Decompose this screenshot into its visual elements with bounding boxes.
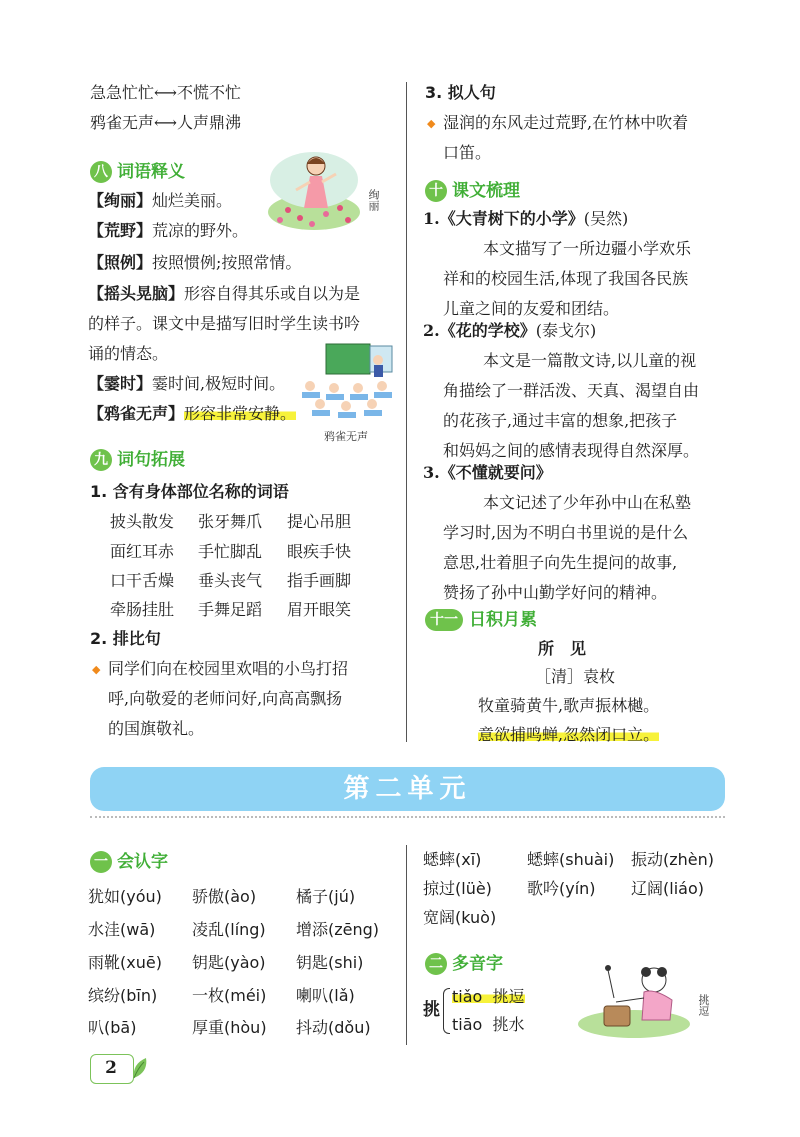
text-item-title: 2.《花的学校》	[423, 321, 536, 340]
idiom: 垂头丧气	[198, 571, 263, 590]
pic2-caption: 鸦雀无声	[324, 430, 368, 443]
char-item: 水洼(wā)	[88, 920, 156, 939]
idiom-row-3	[110, 566, 351, 596]
text-item-3-line-3: 意思,壮着胆子向先生提问的故事,	[443, 553, 678, 572]
text-item-title: 1.《大青树下的小学》	[423, 209, 584, 228]
char-item: 雨靴(xuē)	[88, 953, 162, 972]
def-text-highlighted: 形容非常安静。	[184, 404, 297, 423]
idiom: 披头散发	[110, 512, 175, 531]
child-cricket-illustration	[574, 958, 692, 1040]
girl-flowers-illustration	[266, 150, 362, 232]
reading-word: 挑水	[492, 1015, 525, 1034]
text-item-2-line-3: 的花孩子,通过丰富的想象,把孩子	[443, 411, 678, 430]
char-item: 犹如(yóu)	[88, 887, 162, 906]
text-item-1-line-2: 祥和的校园生活,体现了我国各民族	[443, 269, 689, 288]
leaf-icon	[130, 1054, 152, 1080]
text-item-author: (泰戈尔)	[535, 321, 597, 340]
section-1-title: 会认字	[117, 852, 168, 872]
char-row-3	[88, 948, 363, 978]
unit-title: 第二单元	[343, 774, 472, 804]
idiom: 眉开眼笑	[287, 600, 352, 619]
def-entry-4-cont-1: 的样子。课文中是描写旧时学生读书吟	[88, 314, 361, 333]
idiom: 口干舌燥	[110, 571, 175, 590]
personification-line-2: 口笛。	[443, 143, 492, 162]
def-entry-4-cont-2: 诵的情态。	[88, 344, 169, 363]
section-10-title: 课文梳理	[452, 181, 520, 201]
def-text: 按照惯例;按照常情。	[152, 253, 302, 272]
char-item: 缤纷(bīn)	[88, 986, 158, 1005]
polyphone-reading-1	[452, 982, 525, 1012]
char-item: 凌乱(líng)	[192, 920, 266, 939]
poem-author: ［清］袁枚	[535, 667, 616, 686]
idiom: 牵肠挂肚	[110, 600, 175, 619]
polyphone-brace	[443, 988, 450, 1034]
def-text: 形容自得其乐或自以为是	[184, 284, 361, 303]
def-entry-5	[88, 369, 285, 399]
section-11-badge: 十一	[425, 609, 463, 631]
idiom: 手忙脚乱	[198, 542, 263, 561]
reading-word: 挑逗	[492, 987, 525, 1006]
dotted-divider	[90, 816, 725, 818]
char-item: 抖动(dǒu)	[296, 1018, 371, 1037]
diamond-bullet-icon: ◆	[427, 117, 436, 130]
char-item: 蟋蟀(xī)	[423, 850, 482, 869]
parallel-sentence-line-1: 同学们向在校园里欢唱的小鸟打招	[108, 659, 349, 678]
pic1-caption: 绚丽	[367, 189, 380, 211]
idiom: 张牙舞爪	[198, 512, 263, 531]
polyphone-reading-1-highlighted	[452, 987, 525, 1006]
sub-heading-1: 1. 含有身体部位名称的词语	[90, 482, 289, 501]
char-row-right-2	[423, 874, 704, 904]
char-item: 钥匙(shi)	[296, 953, 364, 972]
char-item: 掠过(lüè)	[423, 879, 492, 898]
char-item: 歌吟(yín)	[527, 879, 596, 898]
def-entry-6	[88, 399, 296, 429]
char-row-5	[88, 1013, 371, 1043]
poem-line-2-highlighted: 意欲捕鸣蝉,忽然闭口立。	[478, 725, 660, 744]
idiom: 手舞足蹈	[198, 600, 263, 619]
char-item: 骄傲(ào)	[192, 887, 257, 906]
char-row-right-3	[423, 903, 496, 933]
idiom: 面红耳赤	[110, 542, 175, 561]
text-item-title: 3.《不懂就要问》	[423, 463, 552, 482]
diamond-bullet-icon: ◆	[92, 663, 101, 676]
text-item-1-line-3: 儿童之间的友爱和团结。	[443, 299, 620, 318]
reading-pinyin: tiǎo	[452, 987, 483, 1006]
def-text: 灿烂美丽。	[152, 191, 233, 210]
classroom-illustration	[298, 342, 396, 426]
char-row-1	[88, 882, 355, 912]
section-8-badge: 八	[90, 161, 112, 183]
antonym-1: 急急忙忙⟷不慌不忙	[90, 83, 241, 102]
section-9-title: 词句拓展	[117, 450, 185, 470]
unit-banner	[90, 767, 725, 811]
text-item-3-line-2: 学习时,因为不明白书里说的是什么	[443, 523, 689, 542]
parallel-sentence-line-3: 的国旗敬礼。	[108, 719, 205, 738]
text-item-3-line-1: 本文记述了少年孙中山在私塾	[483, 493, 692, 512]
reading-pinyin: tiāo	[452, 1015, 483, 1034]
char-row-right-1	[423, 845, 714, 875]
text-item-2-line-2: 角描绘了一群活泼、天真、渴望自由	[443, 381, 700, 400]
section-10-badge: 十	[425, 180, 447, 202]
section-9-badge: 九	[90, 449, 112, 471]
page-number: 2	[105, 1058, 117, 1078]
def-entry-2	[88, 216, 248, 246]
char-item: 一枚(méi)	[192, 986, 267, 1005]
text-item-author: (吴然)	[583, 209, 629, 228]
def-text: 霎时间,极短时间。	[152, 374, 286, 393]
char-item: 蟋蟀(shuài)	[527, 850, 615, 869]
char-item: 辽阔(liáo)	[631, 879, 704, 898]
def-term: 【荒野】	[88, 221, 153, 240]
poem-title: 所 见	[538, 639, 587, 658]
text-item-2-line-4: 和妈妈之间的感情表现得自然深厚。	[443, 441, 700, 460]
polyphone-char: 挑	[423, 1000, 440, 1020]
text-item-1-heading	[423, 204, 628, 234]
char-item: 橘子(jú)	[296, 887, 356, 906]
def-entry-4	[88, 279, 360, 309]
poem-line-1: 牧童骑黄牛,歌声振林樾。	[478, 696, 660, 715]
def-term: 【摇头晃脑】	[88, 284, 185, 303]
personification-line-1: 湿润的东风走过荒野,在竹林中吹着	[443, 113, 689, 132]
text-item-2-heading	[423, 316, 596, 346]
antonym-2: 鸦雀无声⟷人声鼎沸	[90, 113, 241, 132]
def-term: 【霎时】	[88, 374, 153, 393]
idiom: 提心吊胆	[287, 512, 352, 531]
text-item-3-line-4: 赞扬了孙中山勤学好问的精神。	[443, 583, 668, 602]
column-divider-top	[406, 82, 407, 742]
def-term: 【绚丽】	[88, 191, 153, 210]
def-entry-1	[88, 186, 232, 216]
section-2-badge: 二	[425, 953, 447, 975]
char-item: 叭(bā)	[88, 1018, 137, 1037]
section-1-badge: 一	[90, 851, 112, 873]
idiom: 眼疾手快	[287, 542, 352, 561]
section-2-title: 多音字	[452, 954, 503, 974]
idiom-row-2	[110, 537, 351, 567]
char-item: 喇叭(lǎ)	[296, 986, 355, 1005]
text-item-2-line-1: 本文是一篇散文诗,以儿童的视	[483, 351, 697, 370]
parallel-sentence-line-2: 呼,向敬爱的老师问好,向高高飘扬	[108, 689, 343, 708]
char-item: 厚重(hòu)	[192, 1018, 267, 1037]
char-row-4	[88, 981, 355, 1011]
section-8-title: 词语释义	[117, 162, 185, 182]
char-item: 振动(zhèn)	[631, 850, 715, 869]
text-item-1-line-1: 本文描写了一所边疆小学欢乐	[483, 239, 692, 258]
def-entry-3	[88, 248, 301, 278]
idiom: 指手画脚	[287, 571, 352, 590]
column-divider-bottom	[406, 845, 407, 1045]
char-item: 宽阔(kuò)	[423, 908, 497, 927]
polyphone-reading-2	[452, 1010, 525, 1040]
sub-heading-2: 2. 排比句	[90, 629, 161, 648]
sub-heading-3: 3. 拟人句	[425, 83, 496, 102]
char-item: 增添(zēng)	[296, 920, 380, 939]
def-text: 荒凉的野外。	[152, 221, 249, 240]
idiom-row-1	[110, 507, 351, 537]
char-row-2	[88, 915, 379, 945]
poem-line-2	[478, 720, 659, 750]
pic3-caption: 挑逗	[697, 994, 710, 1016]
idiom-row-4	[110, 595, 351, 625]
text-item-3-heading	[423, 458, 552, 488]
def-term: 【照例】	[88, 253, 153, 272]
char-item: 钥匙(yào)	[192, 953, 266, 972]
def-term: 【鸦雀无声】	[88, 404, 185, 423]
section-11-title: 日积月累	[469, 610, 537, 630]
